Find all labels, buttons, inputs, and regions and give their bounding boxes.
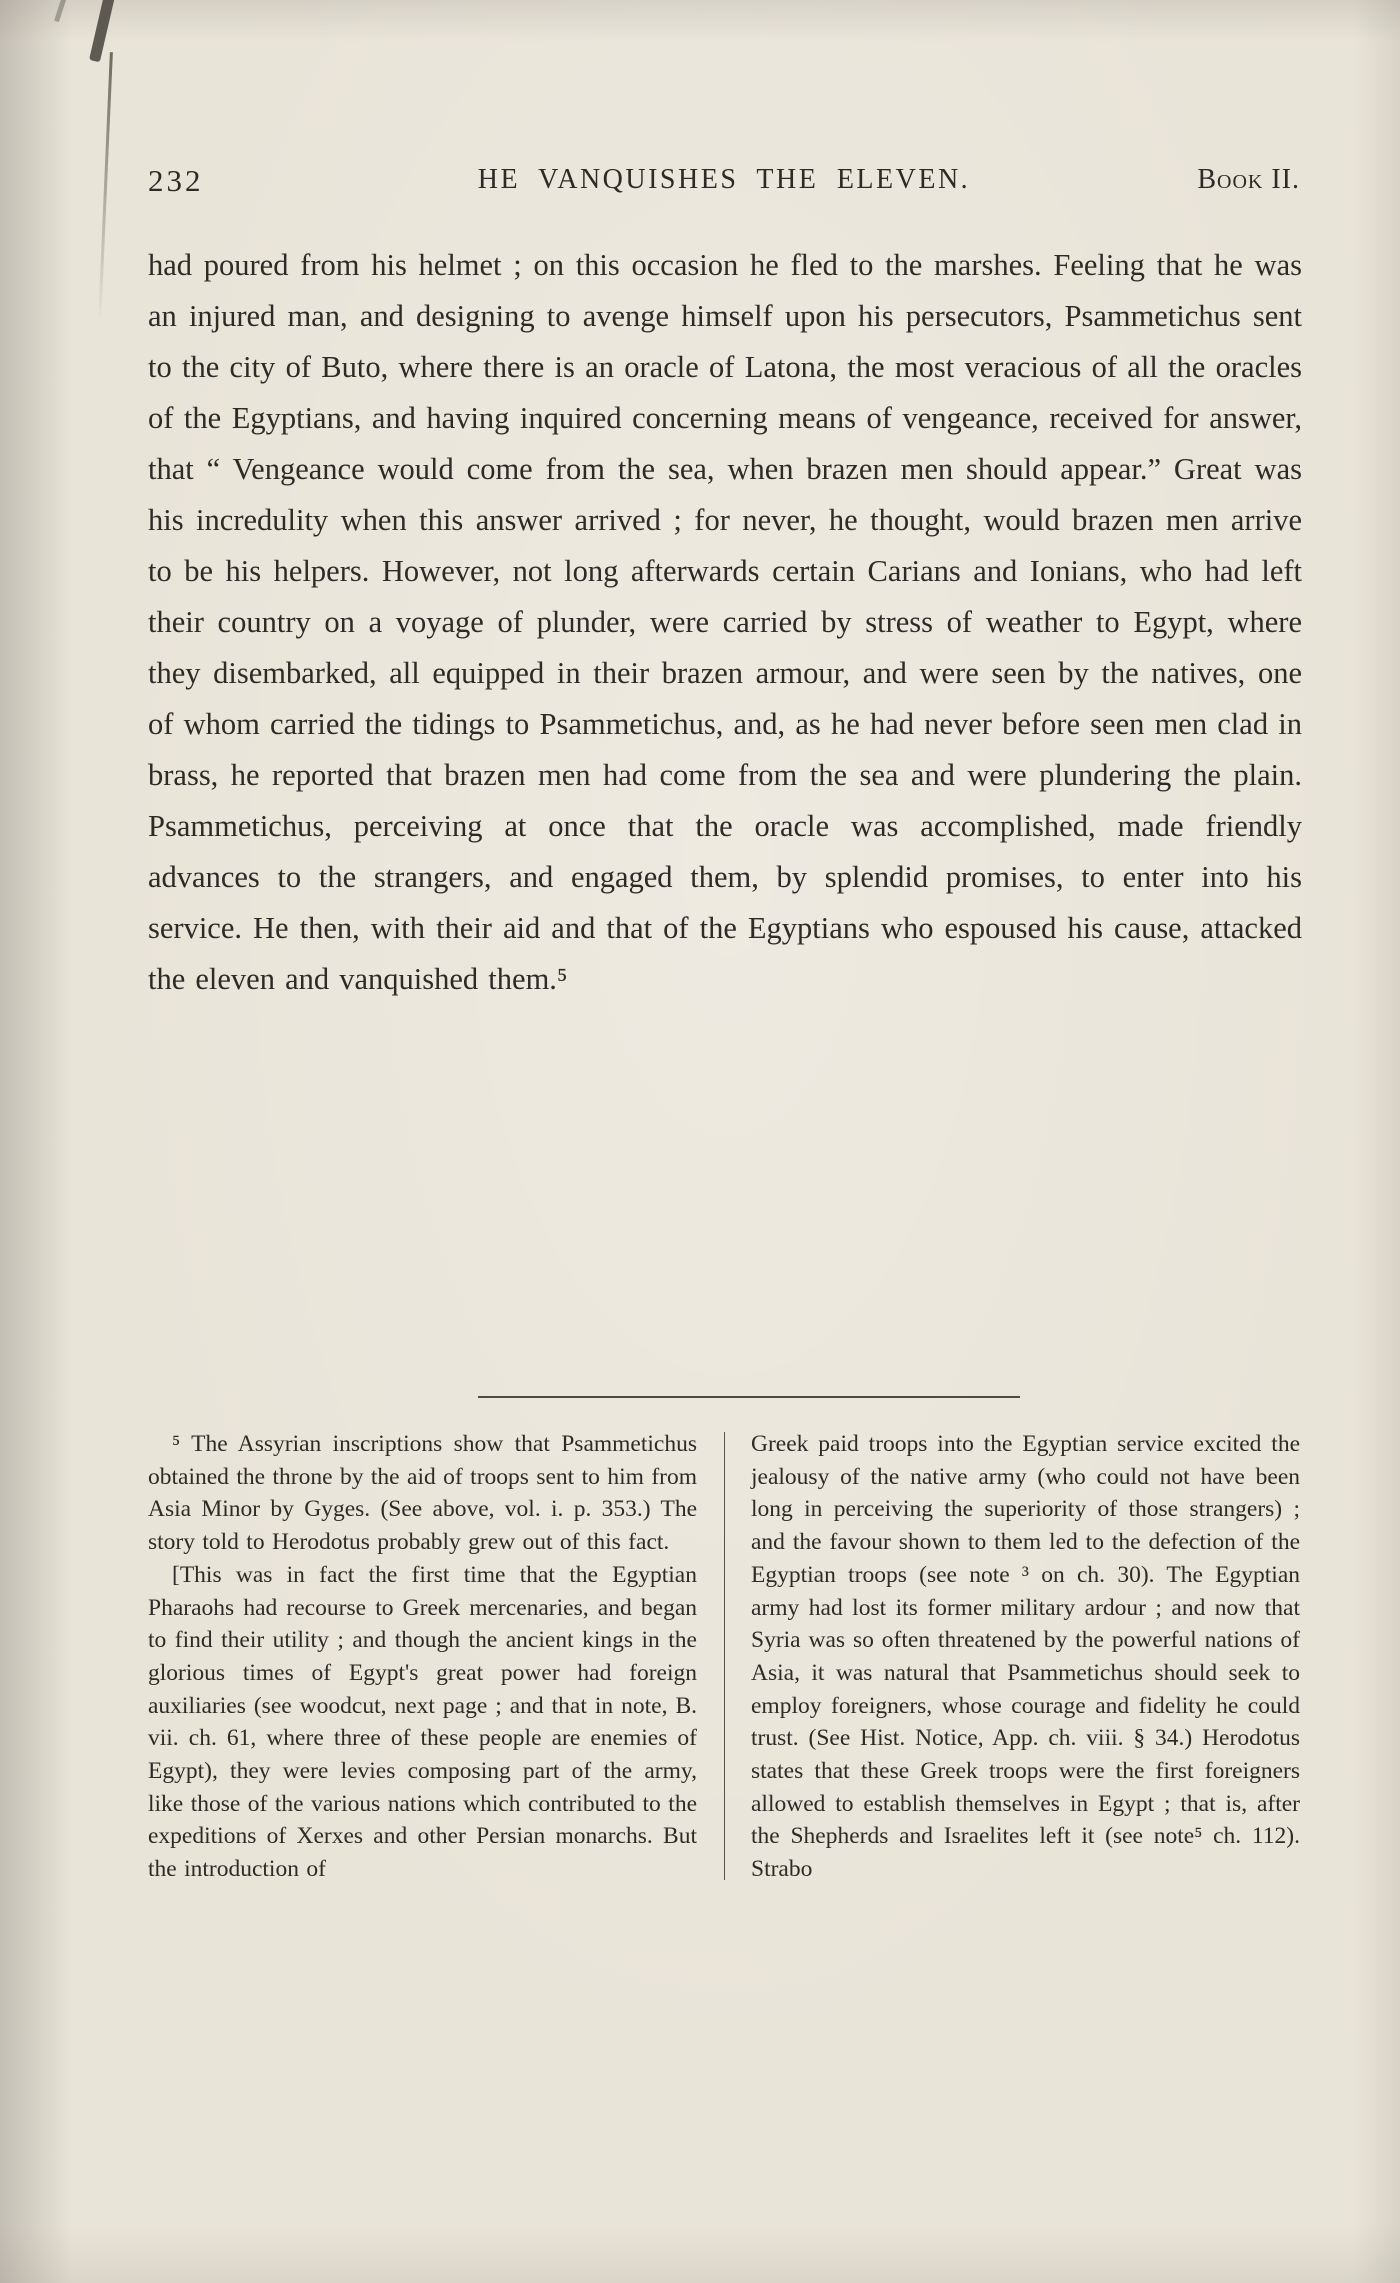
footnote-column-divider — [724, 1432, 725, 1880]
running-title: HE VANQUISHES THE ELEVEN. — [477, 164, 971, 195]
footnote-column-right — [751, 1428, 1300, 1886]
page-number: 232 — [148, 163, 204, 198]
footnote-paragraph-1: ⁵ The Assyrian inscriptions show that Psammetichus obtained the throne by the aid of troops sent to him from Asia Minor by Gyges. (See above, vol. i. p. 353.) The story told to Herodotus probably grew out of this fact. — [148, 1431, 697, 1556]
scan-artifact-tick — [54, 0, 67, 22]
scan-artifact-line — [98, 52, 113, 322]
main-text-block — [148, 240, 1302, 1005]
footnote-paragraph-3: Greek paid troops into the Egyptian service excited the jealousy of the native army (who could not have been long in perceiving the superiority of those strangers) ; and the favour shown to them led to the defection of the Egyptian troops (see note ³ on ch. 30). The Egyptian army had lost its former military ardour ; and now that Syria was so often threatened by the powerful nations of Asia, it was natural that Psammetichus should seek to employ foreigners, whose courage and fidelity he could trust. (See Hist. Notice, App. ch. viii. § 34.) Herodotus states that these Greek troops were the first foreigners allowed to establish themselves in Egypt ; that is, after the Shepherds and Israelites left it (see note⁵ ch. 112). Strabo — [751, 1431, 1300, 1883]
footnote-paragraph-2: [This was in fact the first time that the Egyptian Pharaohs had recourse to Greek mercenaries, and began to find their utility ; and though the ancient kings in the glorious times of Egypt's great power had foreign auxiliaries (see woodcut, next page ; and that in note, B. vii. ch. 61, where three of these people are enemies of Egypt), they were levies composing part of the army, like those of the various nations which contributed to the expeditions of Xerxes and other Persian monarchs. But the introduction of — [148, 1561, 697, 1883]
body-paragraph: had poured from his helmet ; on this occasion he fled to the marshes. Feeling that he was an injured man, and designing to avenge himself upon his persecutors, Psammetichus sent to the city of Buto, where there is an oracle of Latona, the most veracious of all the oracles of the Egyptians, and having inquired concerning means of vengeance, received for answer, that “ Vengeance would come from the sea, when brazen men should appear.” Great was his incredulity when this answer arrived ; for never, he thought, would brazen men arrive to be his helpers. However, not long afterwards certain Carians and Ionians, who had left their country on a voyage of plunder, were carried by stress of weather to Egypt, where they disembarked, all equipped in their brazen armour, and were seen by the natives, one of whom carried the tidings to Psammetichus, and, as he had never before seen men clad in brass, he reported that brazen men had come from the sea and were plundering the plain. Psammetichus, perceiving at once that the oracle was accomplished, made friendly advances to the strangers, and engaged them, by splendid promises, to enter into his service. He then, with their aid and that of the Egyptians who espoused his cause, attacked the eleven and vanquished them.⁵ — [148, 248, 1302, 996]
footnote-divider-rule — [478, 1396, 1020, 1398]
page-header — [148, 163, 1300, 203]
book-label: Book II. — [1197, 164, 1300, 195]
footnote-column-left — [148, 1428, 697, 1886]
footnotes-section — [148, 1428, 1302, 1886]
